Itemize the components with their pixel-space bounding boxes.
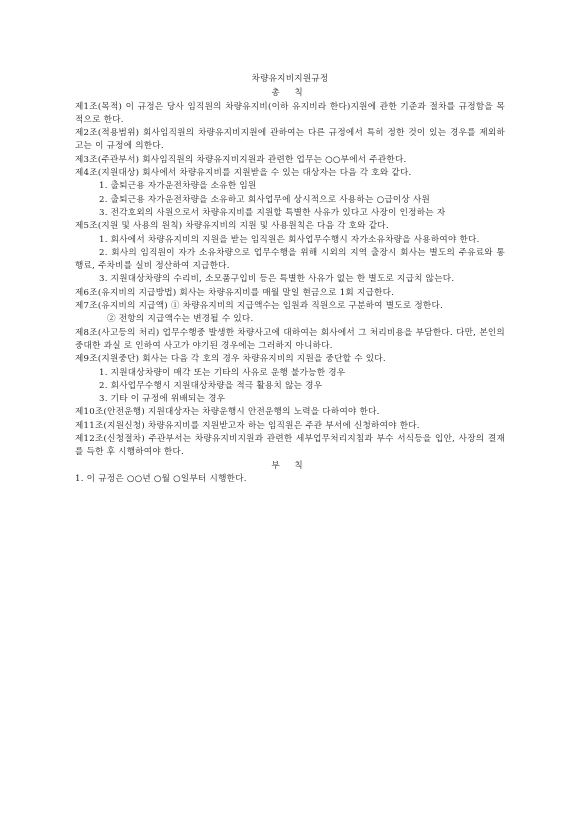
- document-title: 차량유지비지원규정: [251, 74, 329, 84]
- section-heading-general: 총 칙: [271, 88, 309, 99]
- article-1: 제1조(목적) 이 규정은 당사 임직원의 차량유지비(이하 유지비라 한다)지원에 관한 기준과 절차를 규정함을 목적으로 한다.: [75, 101, 505, 125]
- article-9: 제9조(지원중단) 회사는 다음 각 호의 경우 차량유지비의 지원을 중단할 수 있다.: [75, 354, 386, 365]
- article-4-item-2: 2. 출퇴근용 자가운전차량을 소유하고 회사업무에 상시적으로 사용하는 ○급이상 사원: [99, 194, 431, 205]
- article-11: 제11조(지원신청) 차량유지비를 지원받고자 하는 임직원은 주관 부서에 신청하여야 한다.: [75, 420, 420, 431]
- article-4-item-1: 1. 출퇴근용 자가운전차량을 소유한 임원: [99, 181, 257, 192]
- article-6: 제6조(유지비의 지급방법) 회사는 차량유지비를 매월 말일 현금으로 1회 지급한다.: [75, 287, 395, 298]
- supplementary-provision: 1. 이 규정은 ○○년 ○월 ○일부터 시행한다.: [75, 473, 247, 484]
- section-heading-supplementary: 부 칙: [271, 460, 309, 471]
- article-10: 제10조(안전운행) 지원대상자는 차량운행시 안전운행의 노력을 다하여야 한다.: [75, 407, 380, 418]
- article-5-item-2: 2. 회사의 임직원이 자가 소유차량으로 업무수행을 위해 시외의 지역 출장시 회사는 별도의 주유료와 통행료, 주차비를 실비 정산하여 지급한다.: [75, 247, 505, 272]
- article-7-item-2: ② 전항의 지급액수는 변경될 수 있다.: [107, 314, 254, 325]
- article-2: 제2조(적용범위) 회사임직원의 차량유지비지원에 관하여는 다른 규정에서 특히 정한 것이 있는 경우를 제외하고는 이 규정에 의한다.: [75, 128, 505, 152]
- article-4: 제4조(지원대상) 회사에서 차량유지비를 지원받을 수 있는 대상자는 다음 각 호와 같다.: [75, 168, 412, 179]
- article-4-item-3: 3. 전각호외의 사원으로서 차량유지비를 지원할 특별한 사유가 있다고 사장이 인정하는 자: [99, 207, 446, 218]
- article-5-item-3: 3. 지원대상차량의 수리비, 소모품구입비 등은 특별한 사유가 없는 한 별도로 지급치 않는다.: [99, 274, 455, 285]
- article-12: 제12조(신청절차) 주관부서는 차량유지비지원과 관련한 세부업무처리지침과 부수 서식등을 입안, 사장의 결재를 득한 후 시행하여야 한다.: [75, 434, 505, 458]
- article-5: 제5조(지원 및 사용의 원칙) 차량유지비의 지원 및 사용원칙은 다음 각 호와 같다.: [75, 221, 389, 232]
- article-8: 제8조(사고등의 처리) 업무수행중 발생한 차량사고에 대하여는 회사에서 그 처리비용을 부담한다. 다만, 본인의 중대한 과실 로 인하여 사고가 야기된 경우에는 그러하지 아니하다.: [75, 327, 505, 351]
- article-3: 제3조(주관부서) 회사임직원의 차량유지비지원과 관련한 업무는 ○○부에서 주관한다.: [75, 154, 407, 165]
- article-9-item-2: 2. 회사업무수행시 지원대상차량을 적극 활용치 않는 경우: [99, 380, 323, 391]
- article-9-item-1: 1. 지원대상차량이 매각 또는 기타의 사유로 운행 불가능한 경우: [99, 367, 346, 378]
- document-page: [75, 73, 505, 486]
- article-5-item-1: 1. 회사에서 차량유지비의 지원을 받는 임직원은 회사업무수행시 자가소유차량을 사용하여야 한다.: [99, 234, 480, 245]
- article-7: 제7조(유지비의 지급액) ① 차량유지비의 지급액수는 임원과 직원으로 구분하여 별도로 정한다.: [75, 301, 443, 312]
- article-9-item-3: 3. 기타 이 규정에 위배되는 경우: [99, 394, 226, 405]
